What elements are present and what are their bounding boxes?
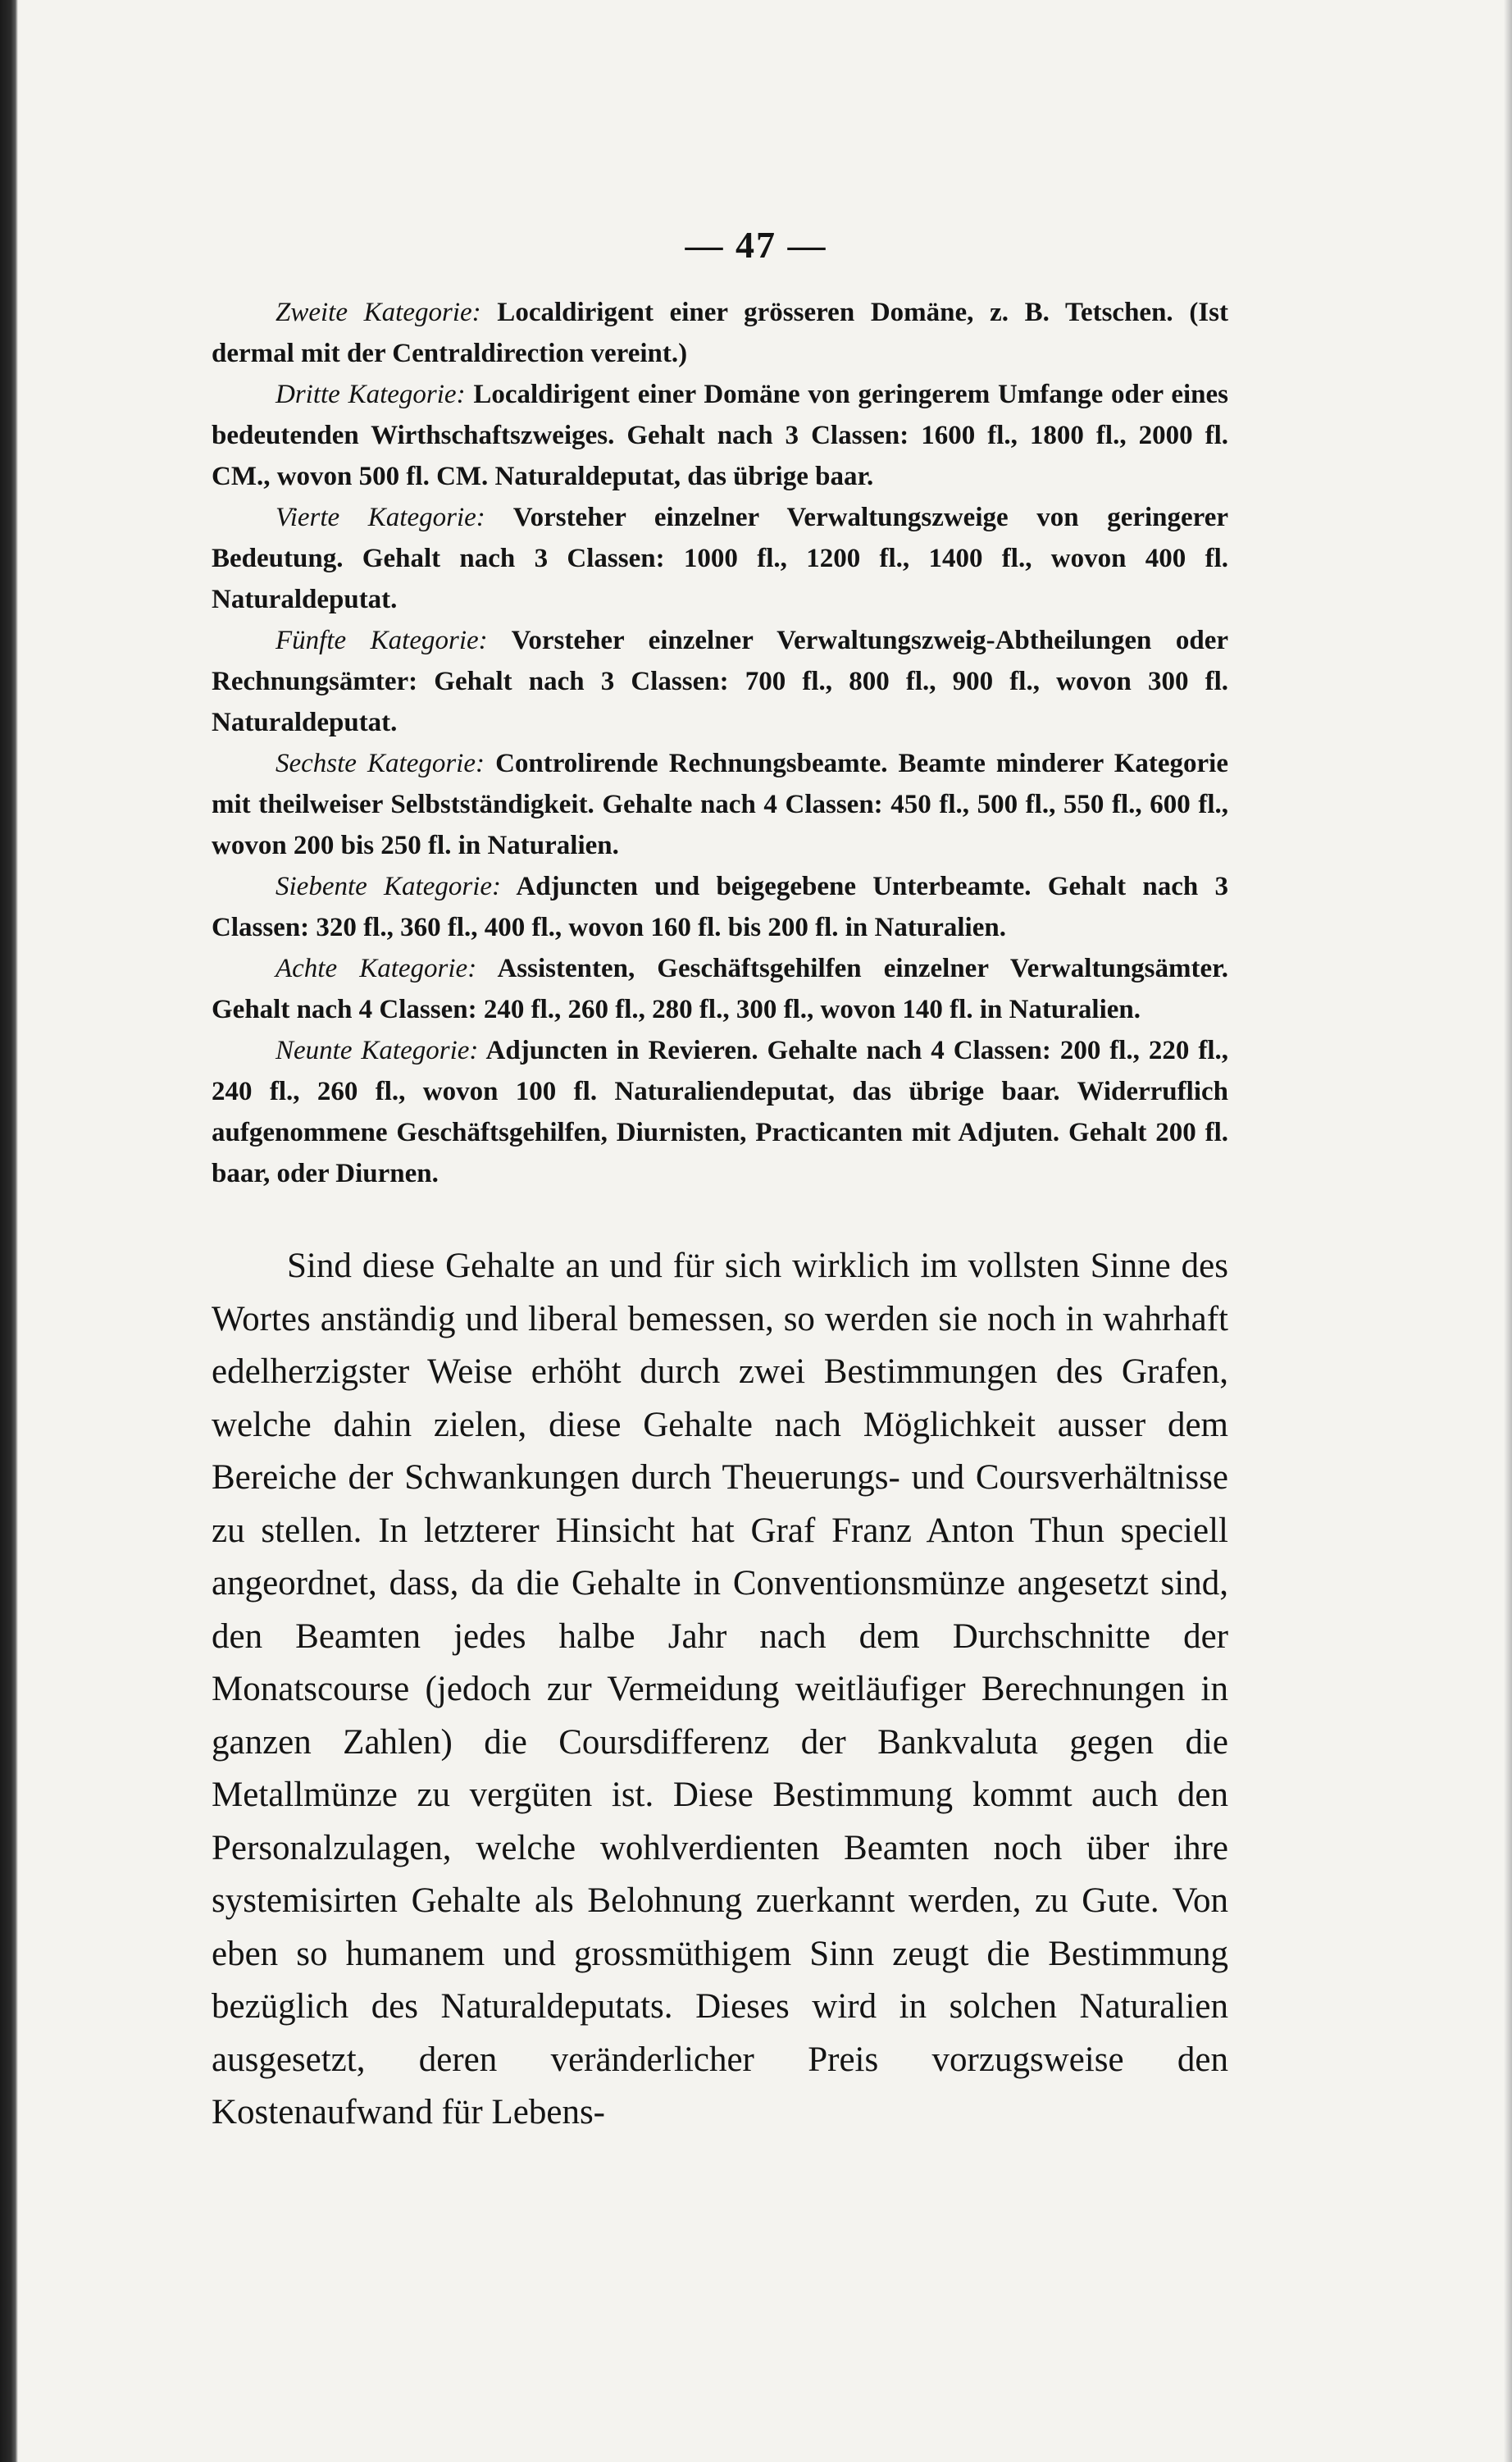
category-item [212,743,1228,866]
category-label: Neunte Kategorie: [276,1036,479,1065]
category-item [212,1030,1228,1194]
category-label: Siebente Kategorie: [276,872,501,901]
category-label: Achte Kategorie: [276,954,477,983]
category-text: Assistenten, Geschäftsgehilfen einzelner Verwaltungsämter. Gehalt nach 4 Classen: 240 fl., 260 fl., 280 fl., 300 fl., wovon 140 fl. in Naturalien. [212,954,1229,1024]
page-edge-shadow [1504,0,1512,2462]
category-label: Sechste Kategorie: [276,749,485,778]
category-item [212,374,1228,497]
category-list [212,292,1228,1194]
category-text: Vorsteher einzelner Verwaltungszweig-Abtheilungen oder Rechnungsämter: Gehalt nach 3 Classen: 700 fl., 800 fl., 900 fl., wovon 300 fl. Naturaldeputat. [212,626,1228,737]
category-text: Localdirigent einer Domäne von geringerem Umfange oder eines bedeutenden Wirthschaftszweiges. Gehalt nach 3 Classen: 1600 fl., 1800 fl., 2000 fl. CM., wovon 500 fl. CM. Naturaldeputat, das übrige baar. [212,380,1228,491]
category-item [212,292,1228,374]
category-text: Localdirigent einer grösseren Domäne, z. B. Tetschen. (Ist dermal mit der Centraldirection vereint.) [212,298,1228,368]
category-text: Controlirende Rechnungsbeamte. Beamte minderer Kategorie mit theilweiser Selbstständigkeit. Gehalte nach 4 Classen: 450 fl., 500 fl., 550 fl., 600 fl., wovon 200 bis 250 fl. in Naturalien. [212,749,1228,860]
book-binding-edge [0,0,18,2462]
page-number: — 47 — [685,224,827,266]
category-label: Zweite Kategorie: [276,298,481,327]
category-text: Adjuncten und beigegebene Unterbeamte. Gehalt nach 3 Classen: 320 fl., 360 fl., 400 fl., wovon 160 fl. bis 200 fl. in Naturalien. [212,872,1228,942]
category-text: Adjuncten in Revieren. Gehalte nach 4 Classen: 200 fl., 220 fl., 240 fl., 260 fl., wovon 100 fl. Naturaliendeputat, das übrige baar. Widerruflich aufgenommene Geschäftsgehilfen, Diurnisten, Practicanten mit Adjuten. Gehalt 200 fl. baar, oder Diurnen. [212,1036,1228,1188]
category-item [212,620,1228,743]
body-paragraph: Sind diese Gehalte an und für sich wirklich im vollsten Sinne des Wortes anständig und liberal bemessen, so werden sie noch in wahrhaft edelherzigster Weise erhöht durch zwei Bestimmungen des Grafen, welche dahin zielen, diese Gehalte nach Möglichkeit ausser dem Bereiche der Schwankungen durch Theuerungs- und Coursverhältnisse zu stellen. In letzterer Hinsicht hat Graf Franz Anton Thun speciell angeordnet, dass, da die Gehalte in Conventionsmünze angesetzt sind, den Beamten jedes halbe Jahr nach dem Durchschnitte der Monatscourse (jedoch zur Vermeidung weitläufiger Berechnungen in ganzen Zahlen) die Coursdifferenz der Bankvaluta gegen die Metallmünze zu vergüten ist. Diese Bestimmung kommt auch den Personalzulagen, welche wohlverdienten Beamten noch über ihre systemisirten Gehalte als Belohnung zuerkannt werden, zu Gute. Von eben so humanem und grossmüthigem Sinn zeugt die Bestimmung bezüglich des Naturaldeputats. Dieses wird in solchen Naturalien ausgesetzt, deren veränderlicher Preis vorzugsweise den Kostenaufwand für Lebens- [212,1247,1228,2131]
category-label: Fünfte Kategorie: [276,626,488,655]
category-label: Dritte Kategorie: [276,380,466,409]
category-item [212,948,1228,1030]
category-item [212,866,1228,948]
category-item [212,497,1228,620]
category-label: Vierte Kategorie: [276,503,485,532]
category-text: Vorsteher einzelner Verwaltungszweige von geringerer Bedeutung. Gehalt nach 3 Classen: 1000 fl., 1200 fl., 1400 fl., wovon 400 fl. Naturaldeputat. [212,503,1229,614]
main-text [212,1240,1228,2140]
